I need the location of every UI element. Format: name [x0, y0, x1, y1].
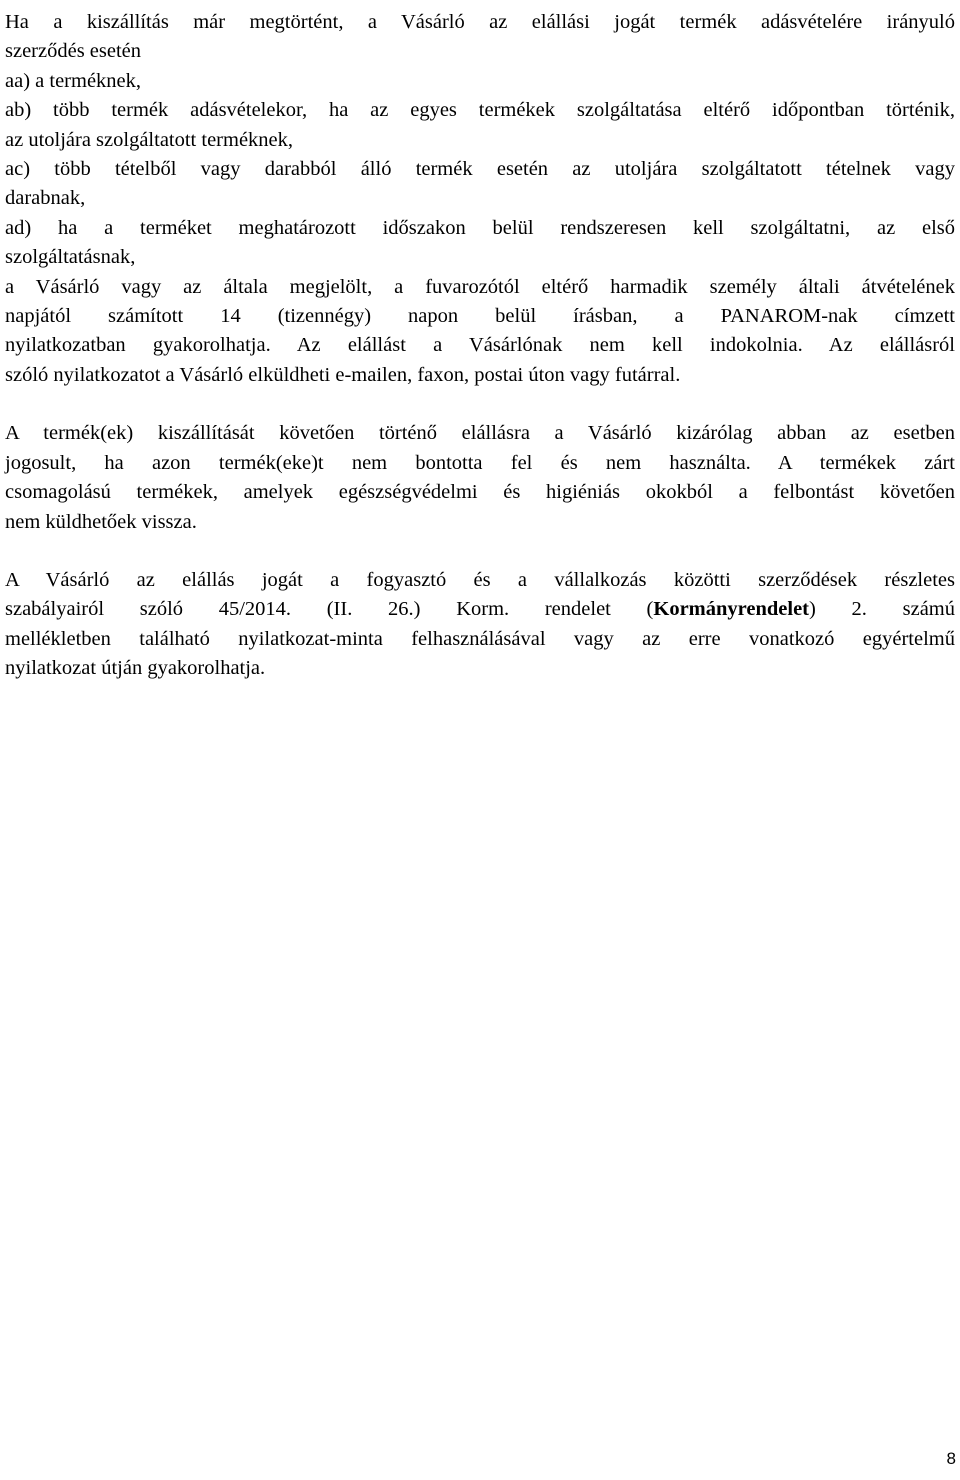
text-segment: ) 2. számú — [809, 598, 955, 621]
document-page — [5, 8, 955, 684]
text-line: jogosult, ha azon termék(eke)t nem bontotta fel és nem használta. A termékek zárt — [5, 451, 955, 474]
text-line: A termék(ek) kiszállítását követően történő elállásra a Vásárló kizárólag abban az esetben — [5, 422, 955, 445]
text-line: nem küldhetőek vissza. — [5, 510, 197, 533]
text-line: csomagolású termékek, amelyek egészségvédelmi és higiéniás okokból a felbontást követően — [5, 481, 955, 504]
list-item-aa: aa) a terméknek, — [5, 69, 142, 92]
list-item-ad: ad) ha a terméket meghatározott időszakon belül rendszeresen kell szolgáltatni, az első — [5, 216, 955, 239]
paragraph-spacer — [5, 537, 955, 566]
text-line: mellékletben található nyilatkozat-minta felhasználásával vagy az erre vonatkozó egyértelmű — [5, 627, 955, 650]
text-line: nyilatkozat útján gyakorolhatja. — [5, 657, 266, 680]
text-line: A Vásárló az elállás jogát a fogyasztó és a vállalkozás közötti szerződések részletes — [5, 568, 955, 591]
bold-term: Kormányrendelet — [653, 598, 810, 621]
text-line: szolgáltatásnak, — [5, 246, 136, 269]
paragraph-spacer — [5, 390, 955, 419]
text-line — [5, 595, 955, 624]
list-item-ac: ac) több tételből vagy darabból álló termék esetén az utoljára szolgáltatott tételnek vagy — [5, 158, 955, 181]
list-item-ab: ab) több termék adásvételekor, ha az egyes termékek szolgáltatása eltérő időpontban történik, — [5, 99, 955, 122]
text-line: darabnak, — [5, 187, 86, 210]
paragraph-unopened-products — [5, 419, 955, 537]
paragraph-declaration-form — [5, 566, 955, 684]
text-line: az utoljára szolgáltatott terméknek, — [5, 128, 294, 151]
text-segment: szabályairól szóló 45/2014. (II. 26.) Korm. rendelet ( — [5, 598, 654, 621]
text-line: Ha a kiszállítás már megtörtént, a Vásárló az elállási jogát termék adásvételére irányuló — [5, 11, 955, 33]
text-line: szerződés esetén — [5, 40, 142, 63]
paragraph-withdrawal-deadline — [5, 8, 955, 390]
page-number: 8 — [946, 1449, 956, 1468]
text-line: a Vásárló vagy az általa megjelölt, a fuvarozótól eltérő harmadik személy általi átvételének — [5, 275, 955, 298]
text-line: napjától számított 14 (tizennégy) napon belül írásban, a PANAROM-nak címzett — [5, 305, 955, 328]
text-line: szóló nyilatkozatot a Vásárló elküldheti e-mailen, faxon, postai úton vagy futárral. — [5, 363, 681, 386]
text-line: nyilatkozatban gyakorolhatja. Az elállást a Vásárlónak nem kell indokolnia. Az elállásról — [5, 334, 955, 357]
